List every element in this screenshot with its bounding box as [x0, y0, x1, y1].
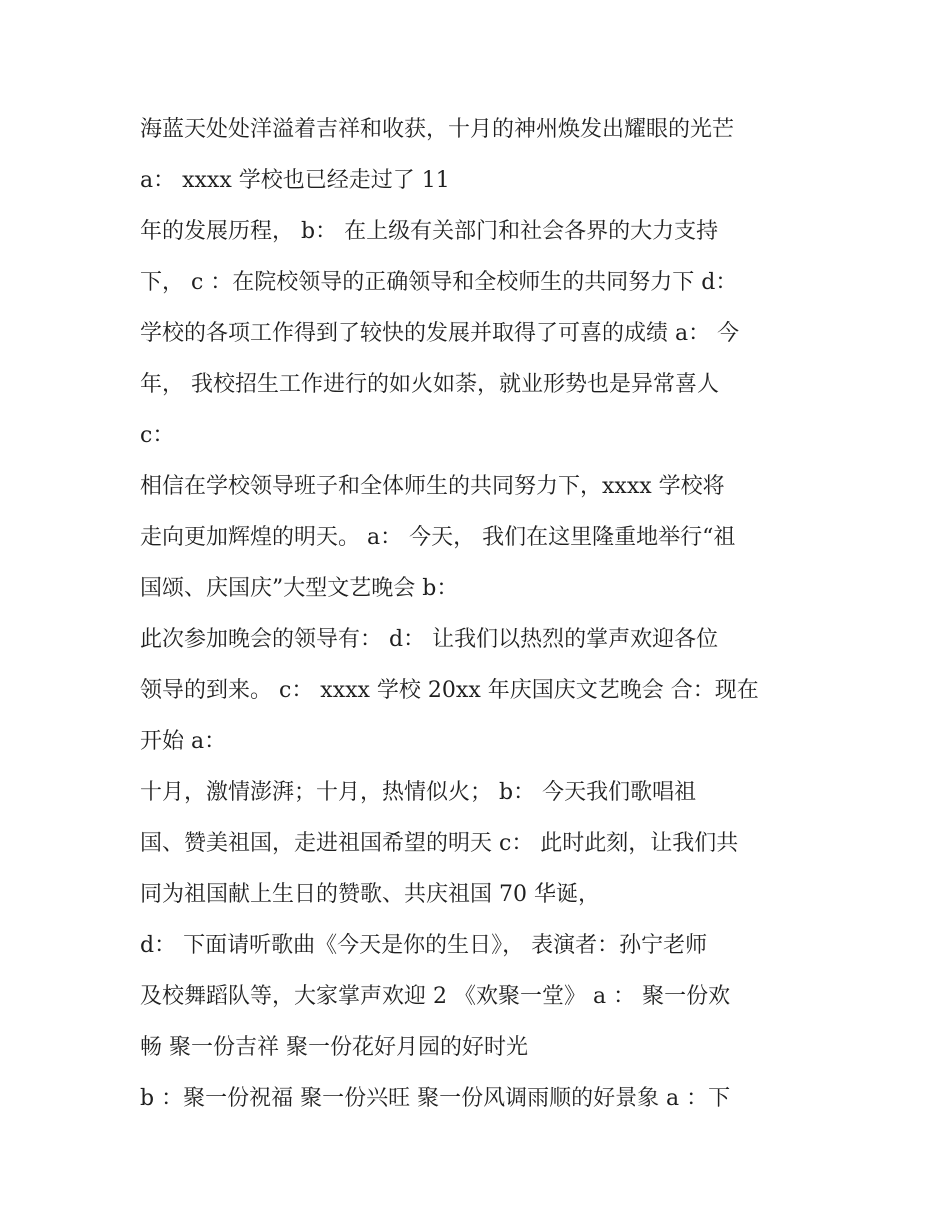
text-line: a： xxxx 学校也已经走过了 11 [140, 168, 450, 193]
text-line: 相信在学校领导班子和全体师生的共同努力下，xxxx 学校将 [140, 474, 725, 499]
text-line: 国颂、庆国庆”大型文艺晚会 b： [140, 576, 459, 601]
text-line: b ：聚一份祝福 聚一份兴旺 聚一份风调雨顺的好景象 a ：下 [140, 1086, 731, 1111]
text-line: 国、赞美祖国，走进祖国希望的明天 c： 此时此刻，让我们共 [140, 831, 739, 856]
text-line: 开始 a： [140, 729, 227, 754]
text-line: 及校舞蹈队等，大家掌声欢迎 2 《欢聚一堂》 a ： 聚一份欢 [140, 984, 731, 1009]
document-body [140, 104, 820, 1124]
text-line: 走向更加辉煌的明天。 a： 今天， 我们在这里隆重地举行“祖 [140, 525, 736, 550]
text-line: 同为祖国献上生日的赞歌、共庆祖国 70 华诞， [140, 882, 600, 907]
text-line: 年的发展历程， b： 在上级有关部门和社会各界的大力支持 [140, 219, 719, 244]
text-line: 畅 聚一份吉祥 聚一份花好月园的好时光 [140, 1035, 528, 1060]
text-line: 海蓝天处处洋溢着吉祥和收获，十月的神州焕发出耀眼的光芒 [140, 117, 735, 142]
text-line: 学校的各项工作得到了较快的发展并取得了可喜的成绩 a： 今 [140, 321, 740, 346]
text-line: 领导的到来。 c： xxxx 学校 20xx 年庆国庆文艺晚会 合：现在 [140, 678, 759, 703]
text-line: 下， c ：在院校领导的正确领导和全校师生的共同努力下 d： [140, 270, 738, 295]
text-line: c： [140, 423, 175, 448]
text-line: d： 下面请听歌曲《今天是你的生日》， 表演者：孙宁老师 [140, 933, 708, 958]
text-line: 此次参加晚会的领导有： d： 让我们以热烈的掌声欢迎各位 [140, 627, 719, 652]
text-line: 十月，激情澎湃；十月，热情似火； b： 今天我们歌唱祖 [140, 780, 697, 805]
text-line: 年， 我校招生工作进行的如火如荼，就业形势也是异常喜人 [140, 372, 719, 397]
